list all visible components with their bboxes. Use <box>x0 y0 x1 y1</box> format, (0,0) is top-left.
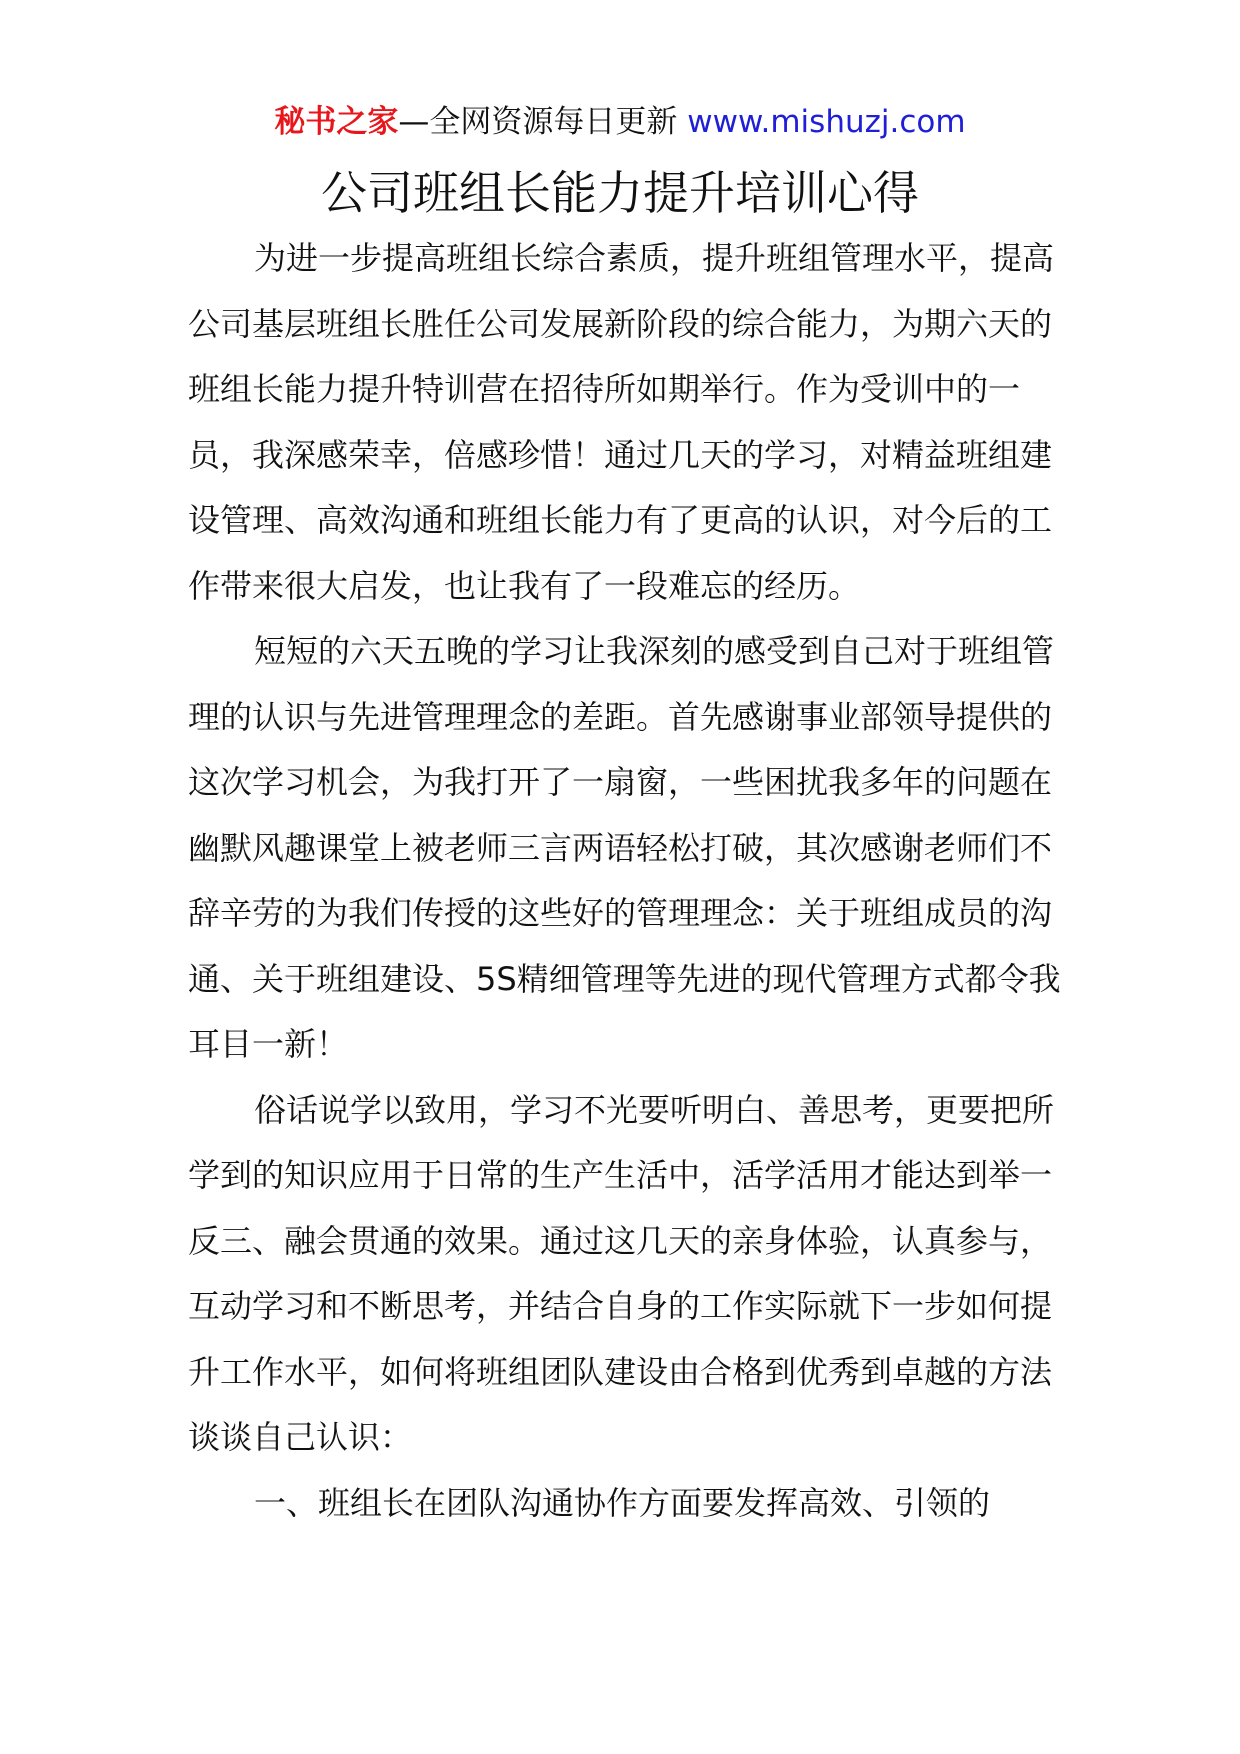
site-url-link[interactable]: www.mishuzj.com <box>687 104 966 140</box>
section-heading: 一、班组长在团队沟通协作方面要发挥高效、引领的 <box>254 1483 991 1522</box>
document-title: 公司班组长能力提升培训心得 <box>321 166 919 220</box>
paragraph: 俗话说学以致用，学习不光要听明白、善思考，更要把所学到的知识应用于日常的生产生活中，活学活用才能达到举一反三、融会贯通的效果。通过这几天的亲身体验，认真参与，互动学习和不断思考，并结合自身的工作实际就下一步如何提升工作水平，如何将班组团队建设由合格到优秀到卓越的方法谈谈自己认识： <box>188 1090 1055 1456</box>
paragraph: 为进一步提高班组长综合素质，提升班组管理水平，提高公司基层班组长胜任公司发展新阶段的综合能力，为期六天的班组长能力提升特训营在招待所如期举行。作为受训中的一员，我深感荣幸，倍感珍惜！通过几天的学习，对精益班组建设管理、高效沟通和班组长能力有了更高的认识，对今后的工作带来很大启发，也让我有了一段难忘的经历。 <box>188 239 1055 605</box>
brand-name: 秘书之家 <box>274 104 399 140</box>
paragraph: 短短的六天五晚的学习让我深刻的感受到自己对于班组管理的认识与先进管理理念的差距。首先感谢事业部领导提供的这次学习机会，为我打开了一扇窗，一些困扰我多年的问题在幽默风趣课堂上被老师三言两语轻松打破，其次感谢老师们不辞辛劳的为我们传授的这些好的管理理念：关于班组成员的沟通、关于班组建设、5S精细管理等先进的现代管理方式都令我耳目一新！ <box>188 632 1061 1063</box>
banner-tagline: —全网资源每日更新 <box>398 104 678 140</box>
site-banner <box>0 100 1240 144</box>
document-body <box>188 226 1068 1536</box>
